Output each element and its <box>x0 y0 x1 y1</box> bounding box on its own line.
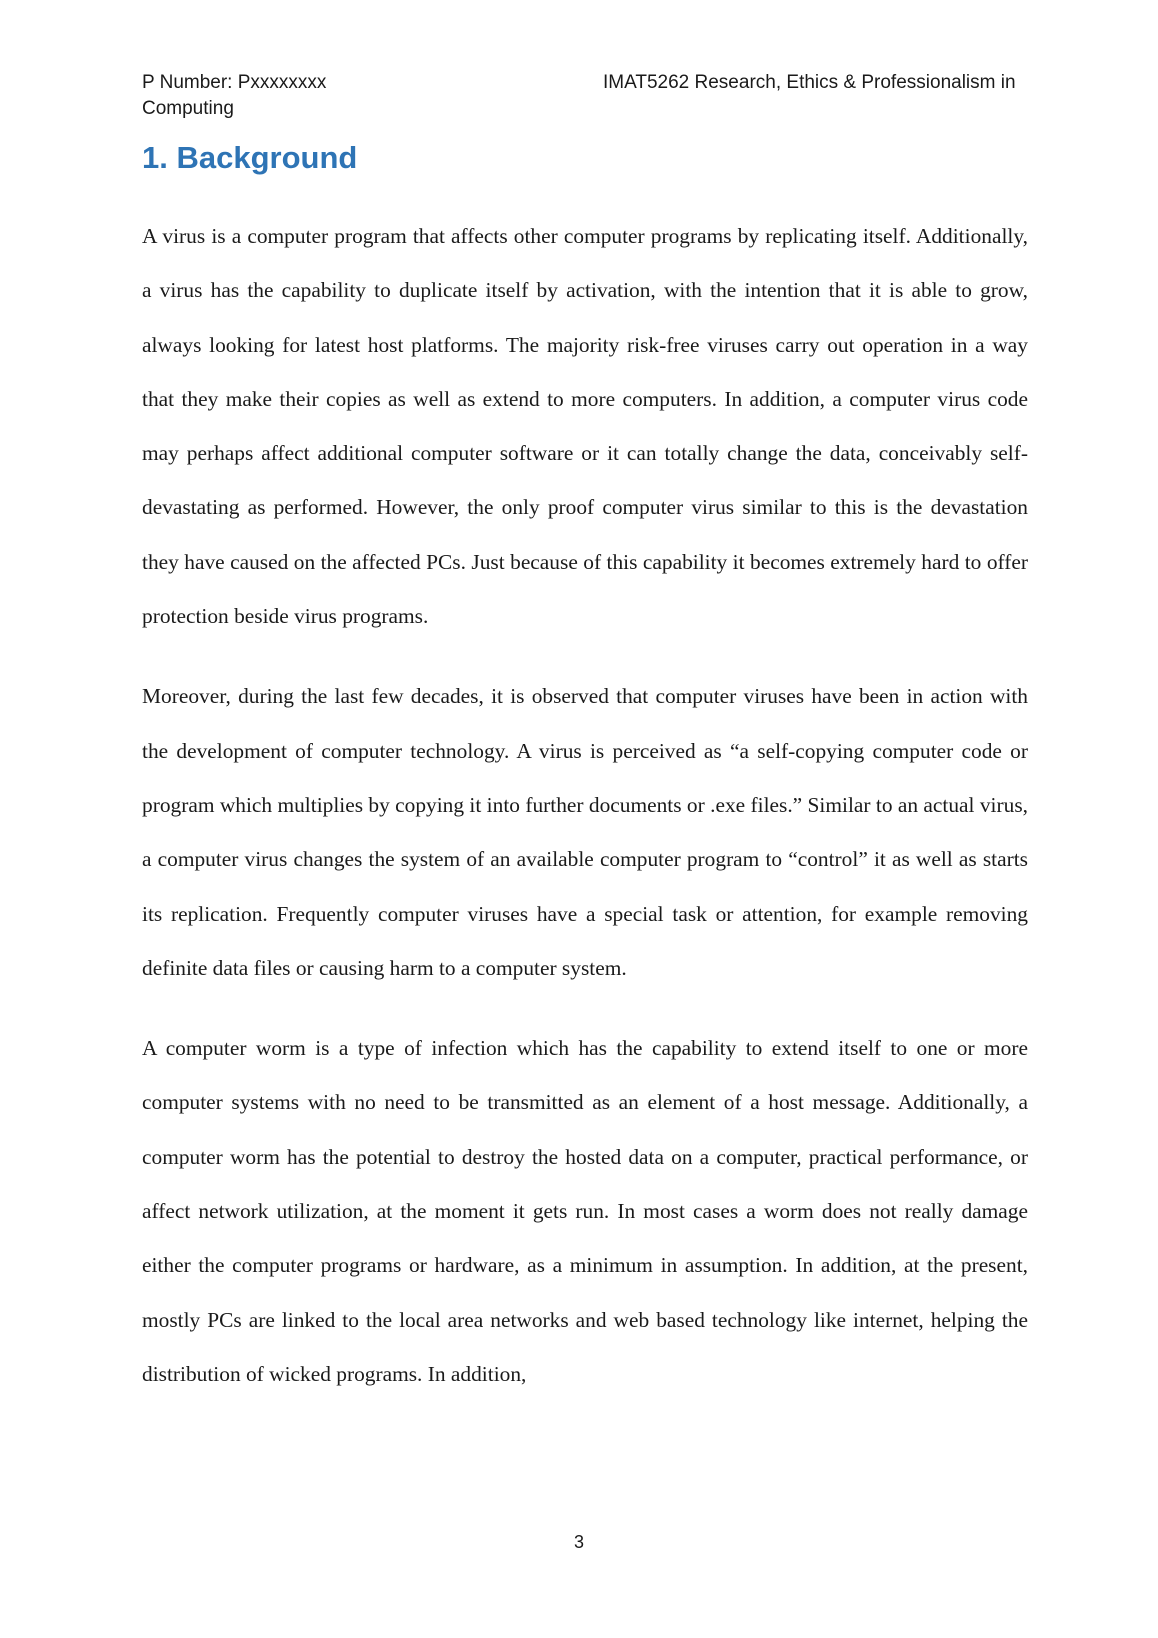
paragraph-virus-history: Moreover, during the last few decades, it is observed that computer viruses have been in action with the development of computer technology. A virus is perceived as “a self-copying computer code or program which multiplies by copying it into further documents or .exe files.” Similar to an actual virus, a computer virus changes the system of an available computer program to “control” it as well as starts its replication. Frequently computer viruses have a special task or attention, for example removing definite data files or causing harm to a computer system. <box>142 684 1028 980</box>
page-number: 3 <box>573 1532 584 1552</box>
header-p-number: P Number: Pxxxxxxxx <box>142 72 327 93</box>
paragraph-virus-definition: A virus is a computer program that affects other computer programs by replicating itself. Additionally, a virus has the capability to duplicate itself by activation, with the intention that it is able to grow, always looking for latest host platforms. The majority risk-free viruses carry out operation in a way that they make their copies as well as extend to more computers. In addition, a computer virus code may perhaps affect additional computer software or it can totally change the data, conceivably self-devastating as performed. However, the only proof computer virus similar to this is the devastation they have caused on the affected PCs. Just because of this capability it becomes extremely hard to offer protection beside virus programs. <box>142 224 1028 629</box>
section-body <box>142 209 1028 1427</box>
paragraph-computer-worm: A computer worm is a type of infection which has the capability to extend itself to one or more computer systems with no need to be transmitted as an element of a host message. Additionally, a computer worm has the potential to destroy the hosted data on a computer, practical performance, or affect network utilization, at the moment it gets run. In most cases a worm does not really damage either the computer programs or hardware, as a minimum in assumption. In addition, at the present, mostly PCs are linked to the local area networks and web based technology like internet, helping the distribution of wicked programs. In addition, <box>142 1036 1028 1386</box>
header-module-title: IMAT5262 Research, Ethics & Professionalism in <box>603 72 1016 93</box>
header-module-title-continued: Computing <box>142 98 234 119</box>
section-heading: 1. Background <box>142 140 358 175</box>
